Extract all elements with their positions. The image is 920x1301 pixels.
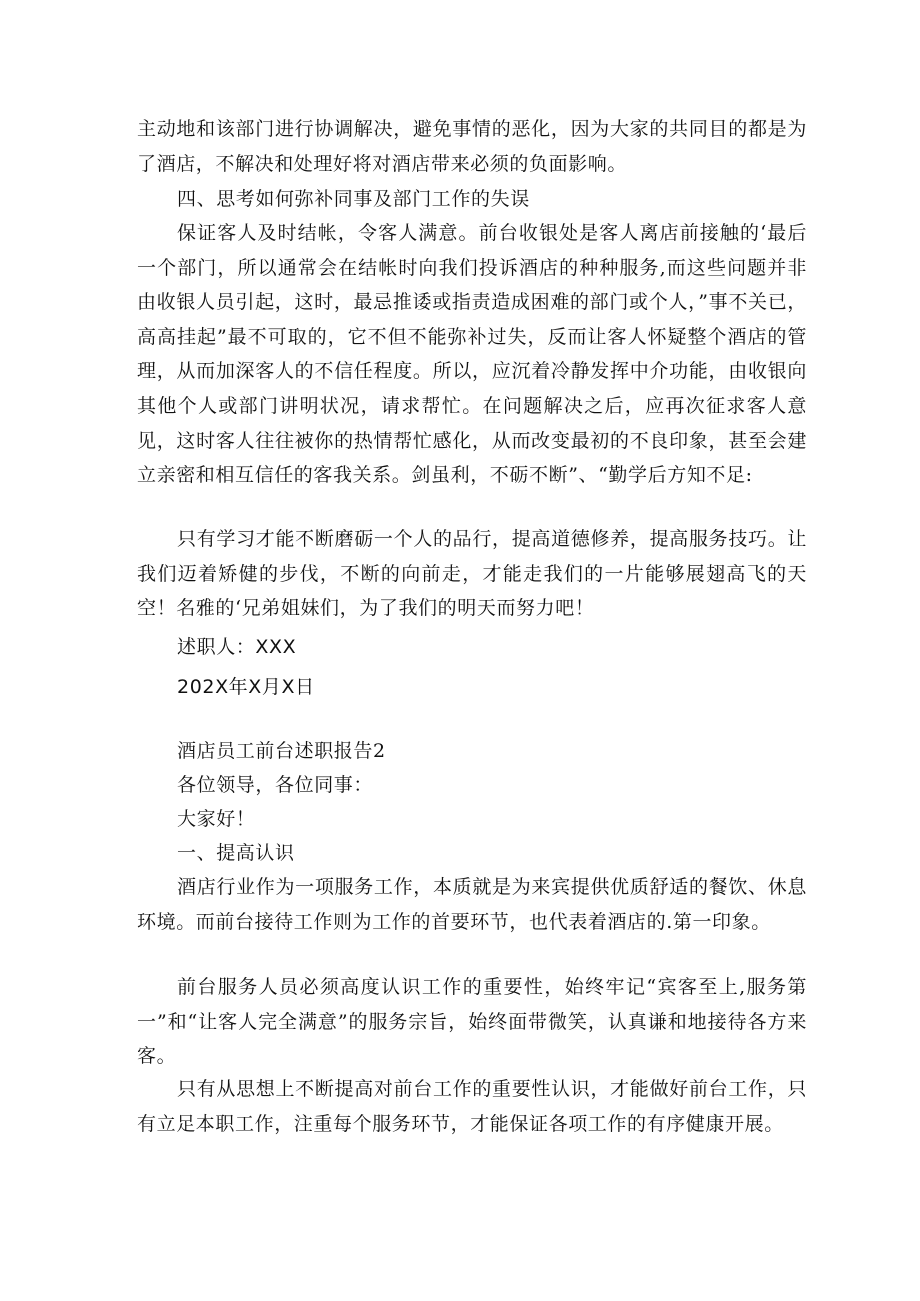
paragraph-industry: 酒店行业作为一项服务工作，本质就是为来宾提供优质舒适的餐饮、休息环境。而前台接待工作则为工作的首要环节，也代表着酒店的.第一印象。	[137, 876, 807, 933]
paragraph-cashier-service: 保证客人及时结帐，令客人满意。前台收银处是客人离店前接触的‘最后一个部门，所以通常会在结帐时向我们投诉酒店的种种服务,而这些问题并非由收银人员引起，这时，最忌推诿或指责造成困难的部门或个人，”事不关已，高高挂起”最不可取的，它不但不能弥补过失，反而让客人怀疑整个酒店的管理，从而加深客人的不信任程度。所以，应沉着冷静发挥中介功能，由收银向其他个人或部门讲明状况，请求帮忙。在问题解决之后，应再次征求客人意见，这时客人往往被你的热情帮忙感化，从而改变最初的不良印象，甚至会建立亲密和相互信任的客我关系。剑虽利，不砺不断”、“勤学后方知不足:	[137, 222, 807, 487]
greeting-line: 各位领导，各位同事：	[177, 774, 374, 796]
hello-line: 大家好！	[177, 808, 256, 830]
paragraph-front-desk-staff: 前台服务人员必须高度认识工作的重要性，始终牢记“宾客至上,服务第一”和“让客人完全满意”的服务宗旨，始终面带微笑，认真谦和地接待各方来客。	[137, 976, 807, 1068]
reporter-line: 述职人：XXX	[177, 636, 297, 658]
section-heading-four: 四、思考如何弥补同事及部门工作的失误	[177, 188, 530, 210]
paragraph-learning: 只有学习才能不断磨砺一个人的品行，提高道德修养，提高服务技巧。让我们迈着矫健的步伐，不断的向前走，才能走我们的一片能够展翅高飞的天空！名雅的‘兄弟姐妹们，为了我们的明天而努力吧！	[137, 528, 807, 620]
paragraph-awareness: 只有从思想上不断提高对前台工作的重要性认识，才能做好前台工作，只有立足本职工作，注重每个服务环节，才能保证各项工作的有序健康开展。	[137, 1078, 807, 1135]
paragraph-resolve-conflicts: 主动地和该部门进行协调解决，避免事情的恶化，因为大家的共同目的都是为了酒店，不解决和处理好将对酒店带来必须的负面影响。	[137, 118, 807, 175]
section-heading-one: 一、提高认识	[177, 842, 295, 864]
date-line: 202X年X月X日	[177, 676, 315, 698]
report-title-2: 酒店员工前台述职报告2	[177, 740, 386, 762]
